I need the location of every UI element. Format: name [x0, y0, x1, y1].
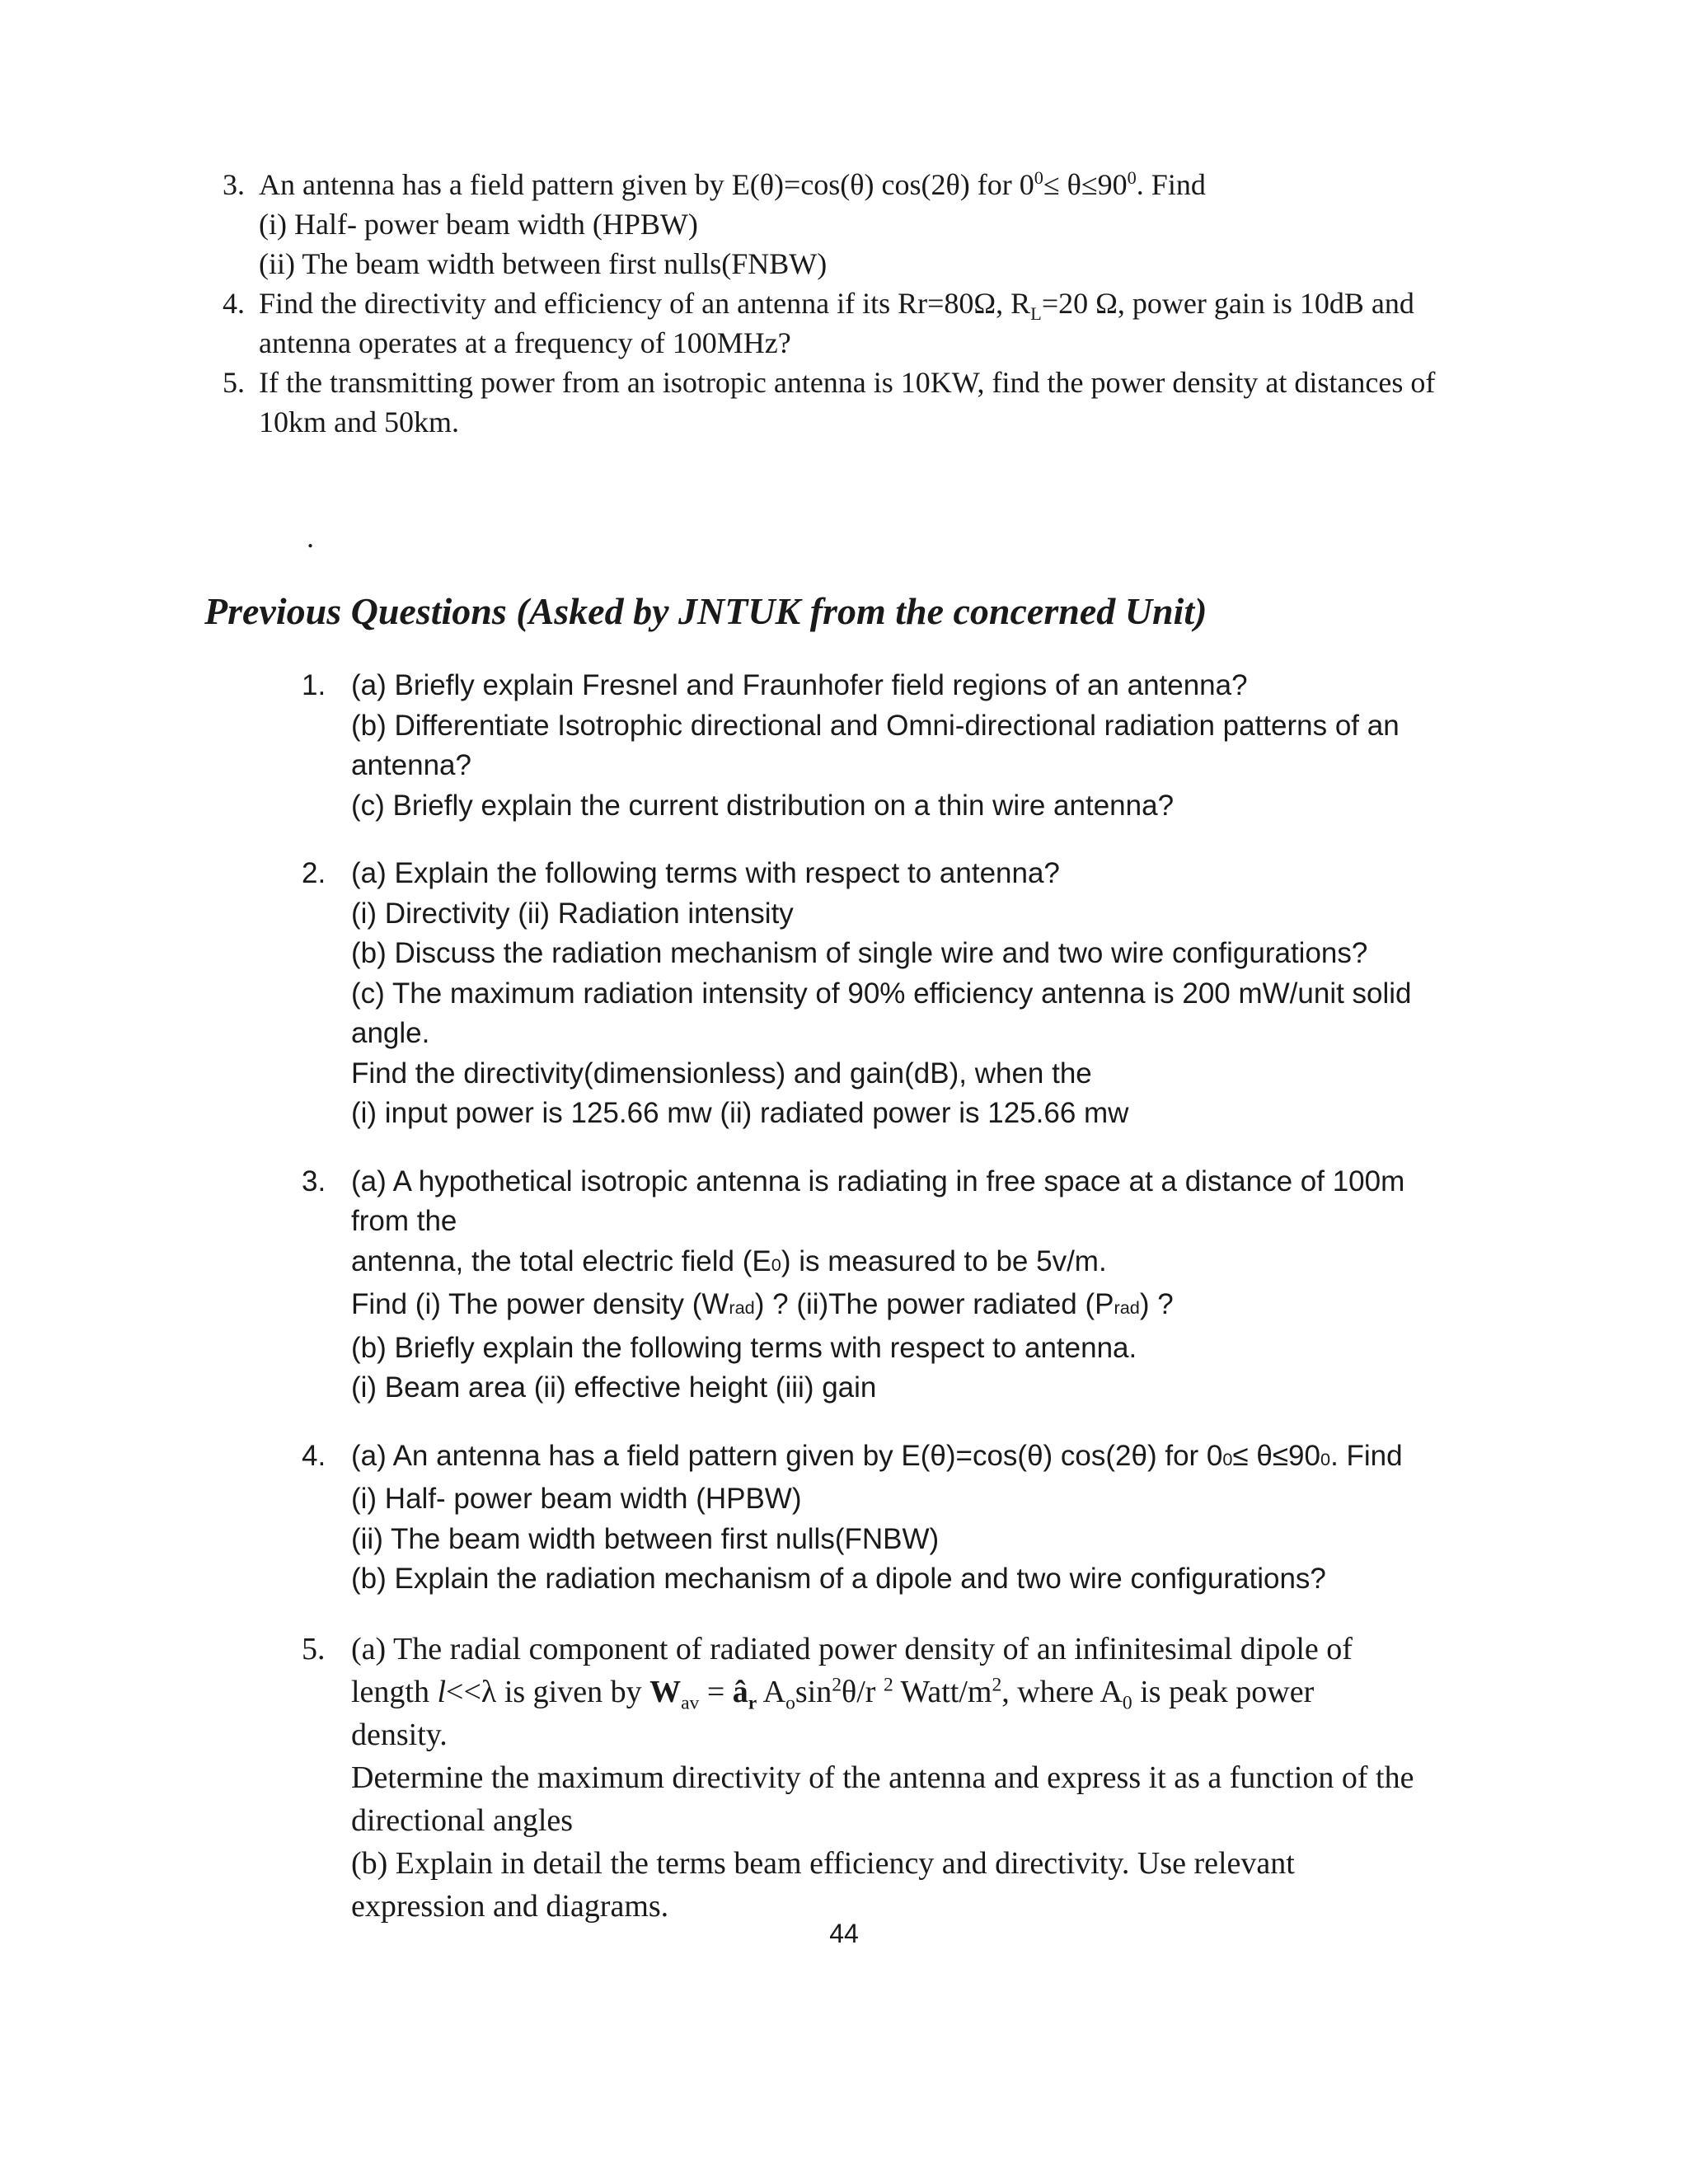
exercise-line: 10km and 50km.: [259, 405, 459, 438]
question-number: 4.: [302, 1439, 326, 1472]
question-line: [351, 1329, 1505, 1369]
question-item: [302, 1628, 1505, 1928]
question-number: 2.: [302, 857, 326, 889]
text-run: is peak power: [1132, 1674, 1315, 1709]
text-run: Find (i) The power density (W: [351, 1288, 729, 1320]
text-run: . Find: [1136, 168, 1206, 201]
text-run: (b) Discuss the radiation mechanism of single wire and two wire configurations?: [351, 937, 1368, 969]
text-run: from the: [351, 1205, 457, 1237]
text-run: ) ? (ii)The power radiated (P: [754, 1288, 1114, 1320]
question-line: [351, 1368, 1505, 1408]
question-item: [302, 1162, 1505, 1408]
question-item: [302, 1436, 1505, 1600]
question-number: 3.: [302, 1165, 326, 1197]
question-line: [351, 746, 1505, 786]
text-run: 2: [992, 1673, 1002, 1695]
question-gap: [302, 1134, 1505, 1162]
text-run: â: [732, 1674, 748, 1709]
text-run: 0: [771, 1254, 781, 1275]
question-line: [351, 1202, 1505, 1242]
text-run: If the transmitting power from an isotropic antenna is 10KW, find the power density at distances of: [259, 366, 1436, 399]
question-number: 5.: [302, 1631, 326, 1666]
question-line: [351, 1285, 1505, 1329]
text-run: (b) Explain the radiation mechanism of a dipole and two wire configurations?: [351, 1563, 1326, 1595]
text-run: (c) The maximum radiation intensity of 90% efficiency antenna is 200 mW/unit solid: [351, 977, 1412, 1010]
text-run: 0: [1127, 167, 1137, 188]
text-run: Find the directivity(dimensionless) and gain(dB), when the: [351, 1057, 1092, 1090]
exercise-number: 4.: [223, 287, 245, 320]
question-gap: [302, 1408, 1505, 1436]
question-line: [351, 1799, 1505, 1842]
section-heading: Previous Questions (Asked by JNTUK from the concerned Unit): [204, 590, 1207, 632]
text-run: rad: [729, 1297, 755, 1318]
text-run: sin: [795, 1674, 832, 1709]
text-run: L: [1030, 303, 1042, 325]
question-line: [351, 1014, 1505, 1054]
exercise-line: [259, 284, 1492, 323]
exercise-number: 3.: [223, 168, 245, 201]
text-run: 0: [1320, 1448, 1331, 1469]
text-run: ) is measured to be 5v/m.: [781, 1244, 1107, 1277]
question-item: [302, 854, 1505, 1134]
question-line: [351, 1628, 1505, 1671]
question-line: [351, 1520, 1505, 1560]
text-run: 0: [1034, 167, 1043, 188]
exercise-line: [259, 165, 1492, 204]
text-run: <<λ is given by: [446, 1674, 650, 1709]
question-line: [351, 1436, 1505, 1480]
question-line: [351, 786, 1505, 827]
text-run: . Find: [1330, 1439, 1403, 1472]
question-line: [351, 1756, 1505, 1799]
text-run: W: [649, 1674, 682, 1709]
text-run: =: [699, 1674, 733, 1709]
exercise-number: 5.: [223, 366, 245, 399]
question-line: [351, 706, 1505, 747]
text-run: Find the directivity and efficiency of an antenna if its Rr=80Ω, R: [259, 287, 1031, 320]
exercise-item: [223, 284, 1492, 363]
text-run: 0: [1122, 1692, 1132, 1714]
text-run: (a) Explain the following terms with respect to antenna?: [351, 857, 1060, 889]
exercise-line: [259, 363, 1492, 402]
question-body: [351, 1162, 1505, 1408]
text-run: (a) The radial component of radiated power density of an infinitesimal dipole of: [351, 1631, 1353, 1666]
exercise-item: [223, 363, 1492, 442]
question-item: [302, 666, 1505, 826]
question-line: [351, 1242, 1505, 1286]
text-run: (i) input power is 125.66 mw (ii) radiated power is 125.66 mw: [351, 1097, 1129, 1129]
text-run: Watt/m: [893, 1674, 992, 1709]
text-run: length: [351, 1674, 438, 1709]
text-run: expression and diagrams.: [351, 1888, 669, 1924]
text-run: ) ?: [1139, 1288, 1174, 1320]
exercise-item: [223, 165, 1492, 284]
question-line: [351, 1671, 1505, 1713]
question-line: [351, 894, 1505, 935]
text-run: rad: [1114, 1297, 1140, 1318]
question-line: [351, 1054, 1505, 1094]
question-line: [351, 1559, 1505, 1600]
text-run: density.: [351, 1717, 448, 1752]
question-body: [351, 854, 1505, 1134]
text-run: (i) Half- power beam width (HPBW): [351, 1483, 802, 1515]
text-run: =20 Ω, power gain is 10dB and: [1041, 287, 1414, 320]
text-run: (i) Beam area (ii) effective height (iii) gain: [351, 1371, 877, 1404]
question-line: [351, 934, 1505, 974]
question-line: [351, 1094, 1505, 1134]
exercise-list: [223, 165, 1492, 442]
question-number: 1.: [302, 669, 326, 701]
text-run: (ii) The beam width between first nulls(FNBW): [351, 1522, 940, 1555]
text-run: angle.: [351, 1017, 430, 1049]
question-line: [351, 974, 1505, 1015]
question-gap: [302, 826, 1505, 854]
exercise-body: [259, 284, 1492, 363]
text-run: (b) Briefly explain the following terms with respect to antenna.: [351, 1331, 1137, 1364]
text-run: 0: [1222, 1448, 1233, 1469]
text-run: av: [681, 1692, 700, 1714]
question-body: [351, 666, 1505, 826]
question-line: [351, 854, 1505, 894]
exercise-body: [259, 165, 1492, 284]
text-run: 2: [832, 1673, 842, 1695]
text-run: (a) Briefly explain Fresnel and Fraunhofer field regions of an antenna?: [351, 669, 1248, 701]
exercise-line: (i) Half- power beam width (HPBW): [259, 208, 698, 241]
text-run: θ/r: [842, 1674, 884, 1709]
text-run: ≤ θ≤90: [1043, 168, 1128, 201]
exercise-line: antenna operates at a frequency of 100MHz?: [259, 326, 791, 359]
question-body: [351, 1436, 1505, 1600]
question-body: [351, 1628, 1505, 1928]
exercise-line: (ii) The beam width between first nulls(FNBW): [259, 247, 828, 280]
text-run: antenna?: [351, 749, 471, 781]
question-line: [351, 1842, 1505, 1885]
previous-questions-list: [302, 666, 1505, 1928]
question-line: [351, 1479, 1505, 1520]
exercise-body: [259, 363, 1492, 442]
stray-dot: .: [307, 521, 314, 554]
question-gap: [302, 1600, 1505, 1628]
text-run: 2: [883, 1673, 893, 1695]
text-run: (i) Directivity (ii) Radiation intensity: [351, 897, 794, 930]
text-run: antenna, the total electric field (E: [351, 1244, 771, 1277]
page-number: 44: [829, 1919, 859, 1948]
question-line: [351, 1713, 1505, 1756]
text-run: directional angles: [351, 1802, 574, 1838]
text-run: (a) A hypothetical isotropic antenna is radiating in free space at a distance of 100m: [351, 1165, 1405, 1197]
text-run: Determine the maximum directivity of the antenna and express it as a function of the: [351, 1760, 1414, 1795]
text-run: A: [757, 1674, 786, 1709]
text-run: (a) An antenna has a field pattern given by E(θ)=cos(θ) cos(2θ) for 0: [351, 1439, 1223, 1472]
text-run: (b) Explain in detail the terms beam efficiency and directivity. Use relevant: [351, 1845, 1295, 1881]
text-run: o: [785, 1692, 795, 1714]
question-line: [351, 666, 1505, 706]
text-run: r: [748, 1692, 757, 1714]
question-line: [351, 1162, 1505, 1202]
text-run: (b) Differentiate Isotrophic directional and Omni-directional radiation patterns of an: [351, 709, 1400, 742]
text-run: l: [437, 1674, 447, 1709]
text-run: (c) Briefly explain the current distribution on a thin wire antenna?: [351, 789, 1175, 822]
text-run: An antenna has a field pattern given by E(θ)=cos(θ) cos(2θ) for 0: [259, 168, 1034, 201]
text-run: ≤ θ≤90: [1232, 1439, 1320, 1472]
text-run: , where A: [1001, 1674, 1123, 1709]
